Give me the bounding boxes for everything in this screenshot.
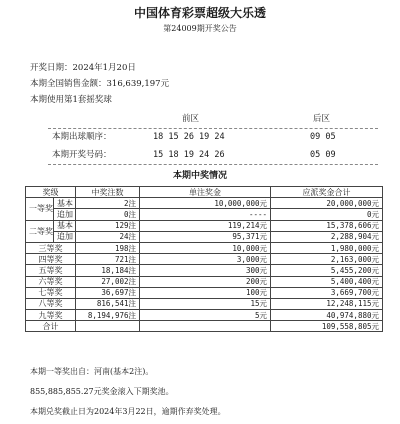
prize-table xyxy=(25,186,383,332)
drawn-order-label: 本期出球顺序： xyxy=(52,132,112,142)
sorted-numbers-label: 本期开奖号码： xyxy=(52,150,112,160)
prize-total: 0元 xyxy=(271,209,383,220)
winner-count: 721注 xyxy=(76,254,140,265)
empty-cell xyxy=(76,321,140,332)
sorted-front-numbers: 15 18 19 24 26 xyxy=(153,150,225,160)
page-subtitle: 第24009期开奖公告 xyxy=(163,24,237,33)
prize-level: 六等奖 xyxy=(26,276,76,287)
prize-amount: 95,371元 xyxy=(140,231,271,242)
table-sum-row xyxy=(26,321,383,332)
prize-total: 5,400,400元 xyxy=(271,276,383,287)
prize-section-title: 本期中奖情况 xyxy=(172,171,227,181)
first-prize-origin: 本期一等奖出自：河南(基本2注)。 xyxy=(30,367,154,376)
winner-count: 8,194,976注 xyxy=(76,310,140,321)
sum-label: 合计 xyxy=(26,321,76,332)
prize-amount: 10,000元 xyxy=(140,242,271,253)
table-header-row xyxy=(26,187,383,198)
table-row xyxy=(26,265,383,276)
table-row xyxy=(26,198,383,209)
separator-line xyxy=(48,128,378,129)
rollover-note: 855,885,855.27元奖金滚入下期奖池。 xyxy=(30,387,174,396)
table-row xyxy=(26,242,383,253)
prize-total: 2,163,000元 xyxy=(271,254,383,265)
prize-level: 二等奖 xyxy=(26,220,54,242)
table-row xyxy=(26,254,383,265)
prize-amount: 200元 xyxy=(140,276,271,287)
empty-cell xyxy=(140,321,271,332)
winner-count: 0注 xyxy=(76,209,140,220)
sum-total: 109,558,805元 xyxy=(271,321,383,332)
bet-type: 基本 xyxy=(54,198,76,209)
prize-amount: 300元 xyxy=(140,265,271,276)
prize-total: 20,000,000元 xyxy=(271,198,383,209)
front-zone-header: 前区 xyxy=(182,114,200,124)
winner-count: 18,184注 xyxy=(76,265,140,276)
prize-amount: 119,214元 xyxy=(140,220,271,231)
back-zone-header: 后区 xyxy=(313,114,331,124)
table-row xyxy=(26,220,383,231)
winner-count: 36,697注 xyxy=(76,287,140,298)
table-row xyxy=(26,231,383,242)
bet-type: 追加 xyxy=(54,231,76,242)
ball-set: 本期使用第1套摇奖球 xyxy=(30,95,112,105)
prize-total: 1,980,000元 xyxy=(271,242,383,253)
prize-level: 四等奖 xyxy=(26,254,76,265)
winner-count: 27,002注 xyxy=(76,276,140,287)
bet-type: 追加 xyxy=(54,209,76,220)
prize-total: 15,378,606元 xyxy=(271,220,383,231)
claim-deadline: 本期兑奖截止日为2024年3月22日，逾期作弃奖处理。 xyxy=(30,407,226,416)
col-header-amount: 单注奖金 xyxy=(140,187,271,198)
separator-line xyxy=(48,164,378,165)
table-row xyxy=(26,298,383,309)
table-row xyxy=(26,287,383,298)
prize-total: 12,248,115元 xyxy=(271,298,383,309)
bet-type: 基本 xyxy=(54,220,76,231)
winner-count: 816,541注 xyxy=(76,298,140,309)
prize-level: 五等奖 xyxy=(26,265,76,276)
winner-count: 24注 xyxy=(76,231,140,242)
col-header-level: 奖级 xyxy=(26,187,76,198)
table-row xyxy=(26,276,383,287)
prize-level: 八等奖 xyxy=(26,298,76,309)
col-header-total: 应派奖金合计 xyxy=(271,187,383,198)
col-header-count: 中奖注数 xyxy=(76,187,140,198)
sorted-back-numbers: 05 09 xyxy=(310,150,336,160)
prize-level: 三等奖 xyxy=(26,242,76,253)
prize-amount: 5元 xyxy=(140,310,271,321)
winner-count: 129注 xyxy=(76,220,140,231)
table-row xyxy=(26,209,383,220)
prize-amount: ---- xyxy=(140,209,271,220)
winner-count: 2注 xyxy=(76,198,140,209)
prize-total: 5,455,200元 xyxy=(271,265,383,276)
drawn-back-numbers: 09 05 xyxy=(310,132,336,142)
winner-count: 198注 xyxy=(76,242,140,253)
prize-amount: 3,000元 xyxy=(140,254,271,265)
sales-amount: 本期全国销售金额：316,639,197元 xyxy=(30,79,170,89)
prize-amount: 15元 xyxy=(140,298,271,309)
prize-total: 40,974,880元 xyxy=(271,310,383,321)
drawn-front-numbers: 18 15 26 19 24 xyxy=(153,132,225,142)
prize-level: 七等奖 xyxy=(26,287,76,298)
prize-level: 九等奖 xyxy=(26,310,76,321)
prize-level: 一等奖 xyxy=(26,198,54,220)
draw-date: 开奖日期：2024年1月20日 xyxy=(30,63,136,73)
table-row xyxy=(26,310,383,321)
prize-amount: 100元 xyxy=(140,287,271,298)
prize-amount: 10,000,000元 xyxy=(140,198,271,209)
page-title: 中国体育彩票超级大乐透 xyxy=(133,6,266,20)
prize-total: 3,669,700元 xyxy=(271,287,383,298)
prize-total: 2,288,904元 xyxy=(271,231,383,242)
